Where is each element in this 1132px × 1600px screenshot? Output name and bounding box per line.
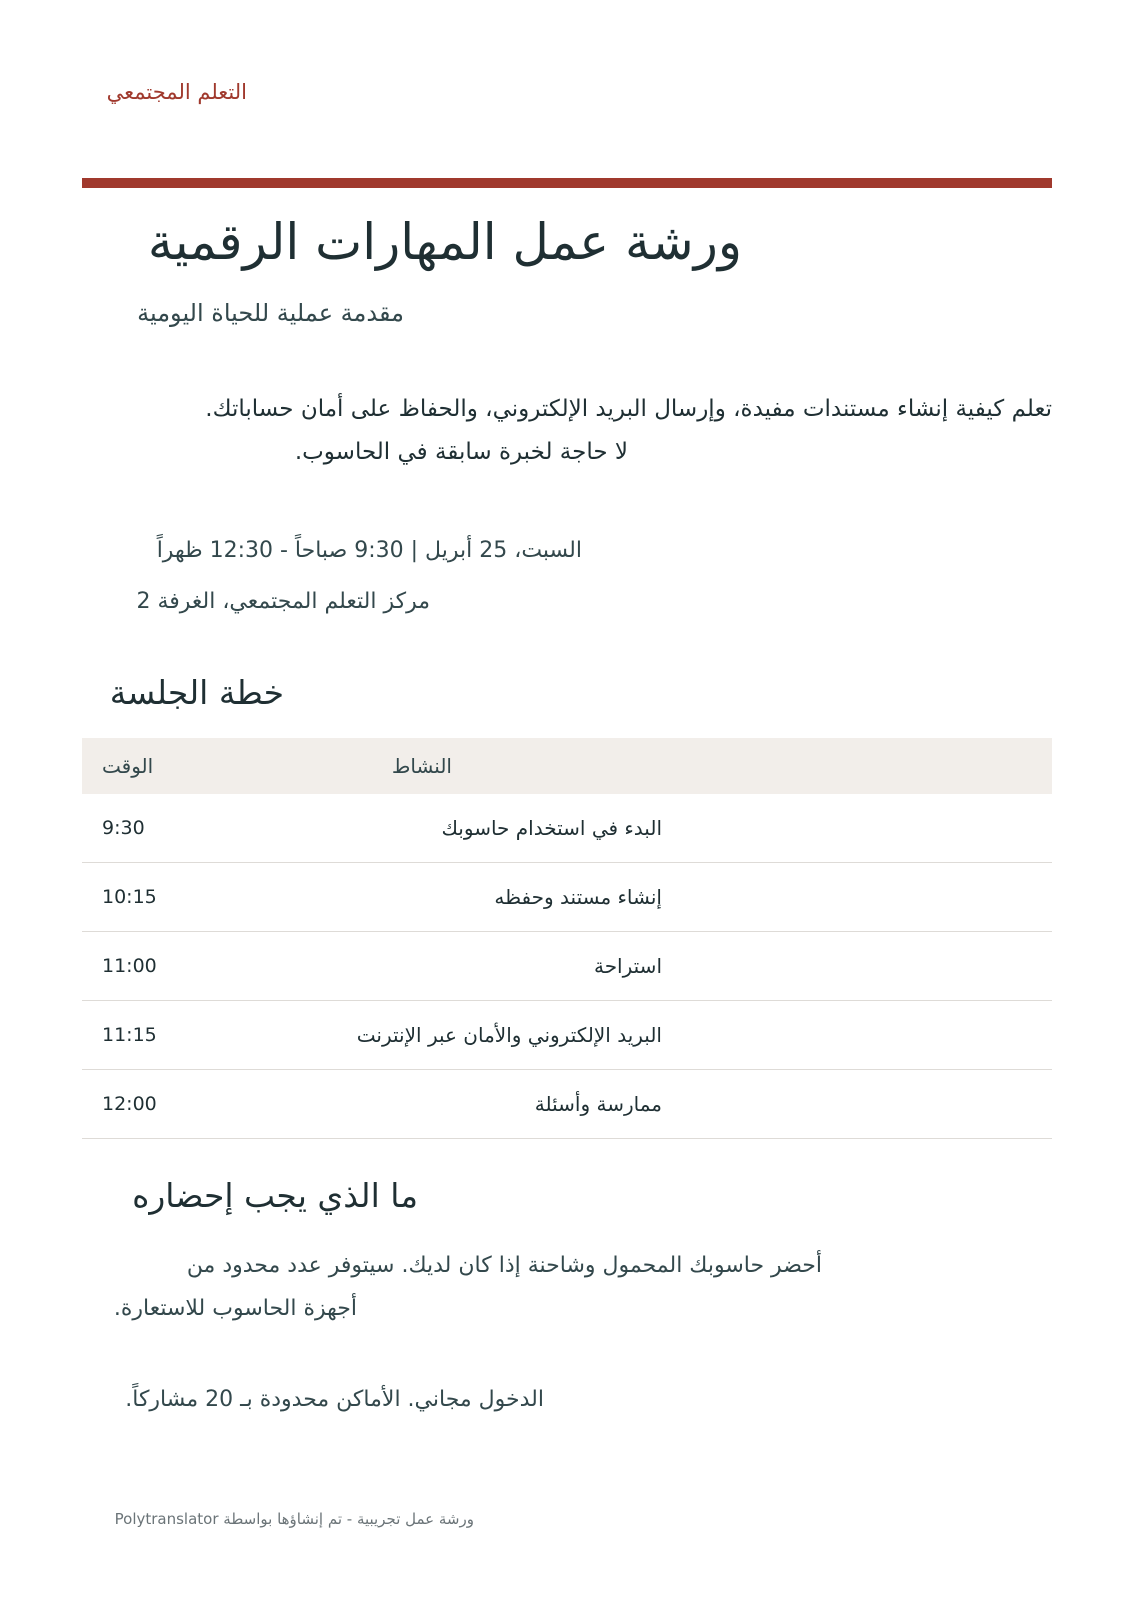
page-footer: ورشة عمل تجريبية - تم إنشاؤها بواسطة Polytranslator [114, 1510, 474, 1528]
table-row [82, 794, 1052, 863]
event-datetime: السبت، 25 أبريل | 9:30 صباحاً - 12:30 ظهراً [156, 538, 582, 563]
table-row [82, 932, 1052, 1001]
time-cell: 10:15 [102, 886, 157, 908]
table-row [82, 1070, 1052, 1139]
flyer-page [82, 0, 1052, 1600]
column-header-time: الوقت [102, 754, 154, 778]
activity-cell: البريد الإلكتروني والأمان عبر الإنترنت [356, 1023, 662, 1047]
schedule-heading: خطة الجلسة [109, 673, 284, 712]
event-location: مركز التعلم المجتمعي، الغرفة 2 [136, 589, 430, 614]
time-cell: 12:00 [102, 1093, 157, 1115]
activity-cell: البدء في استخدام حاسوبك [441, 816, 662, 840]
table-row [82, 863, 1052, 932]
intro-line-1: تعلم كيفية إنشاء مستندات مفيدة، وإرسال البريد الإلكتروني، والحفاظ على أمان حساباتك. [205, 396, 1052, 422]
activity-cell: ممارسة وأسئلة [534, 1092, 662, 1116]
time-cell: 11:15 [102, 1024, 157, 1046]
column-header-activity: النشاط [391, 754, 452, 778]
time-cell: 9:30 [102, 817, 145, 839]
bring-line-1: أحضر حاسوبك المحمول وشاحنة إذا كان لديك. سيتوفر عدد محدود من [186, 1253, 822, 1278]
intro-paragraph [82, 388, 1052, 474]
organization-name: التعلم المجتمعي [106, 80, 247, 104]
intro-line-2: لا حاجة لخبرة سابقة في الحاسوب. [294, 439, 628, 465]
bring-line-2: أجهزة الحاسوب للاستعارة. [113, 1296, 357, 1321]
bring-heading: ما الذي يجب إحضاره [132, 1176, 418, 1215]
admission-note: الدخول مجاني. الأماكن محدودة بـ 20 مشاركاً. [125, 1387, 544, 1412]
activity-cell: إنشاء مستند وحفظه [494, 885, 662, 909]
page-title: ورشة عمل المهارات الرقمية [147, 213, 742, 271]
time-cell: 11:00 [102, 955, 157, 977]
schedule-table-header [82, 738, 1052, 794]
schedule-table [82, 738, 1052, 1139]
accent-divider [82, 178, 1052, 188]
bring-paragraph [82, 1244, 822, 1330]
table-row [82, 1001, 1052, 1070]
activity-cell: استراحة [593, 954, 662, 978]
page-subtitle: مقدمة عملية للحياة اليومية [137, 299, 404, 327]
